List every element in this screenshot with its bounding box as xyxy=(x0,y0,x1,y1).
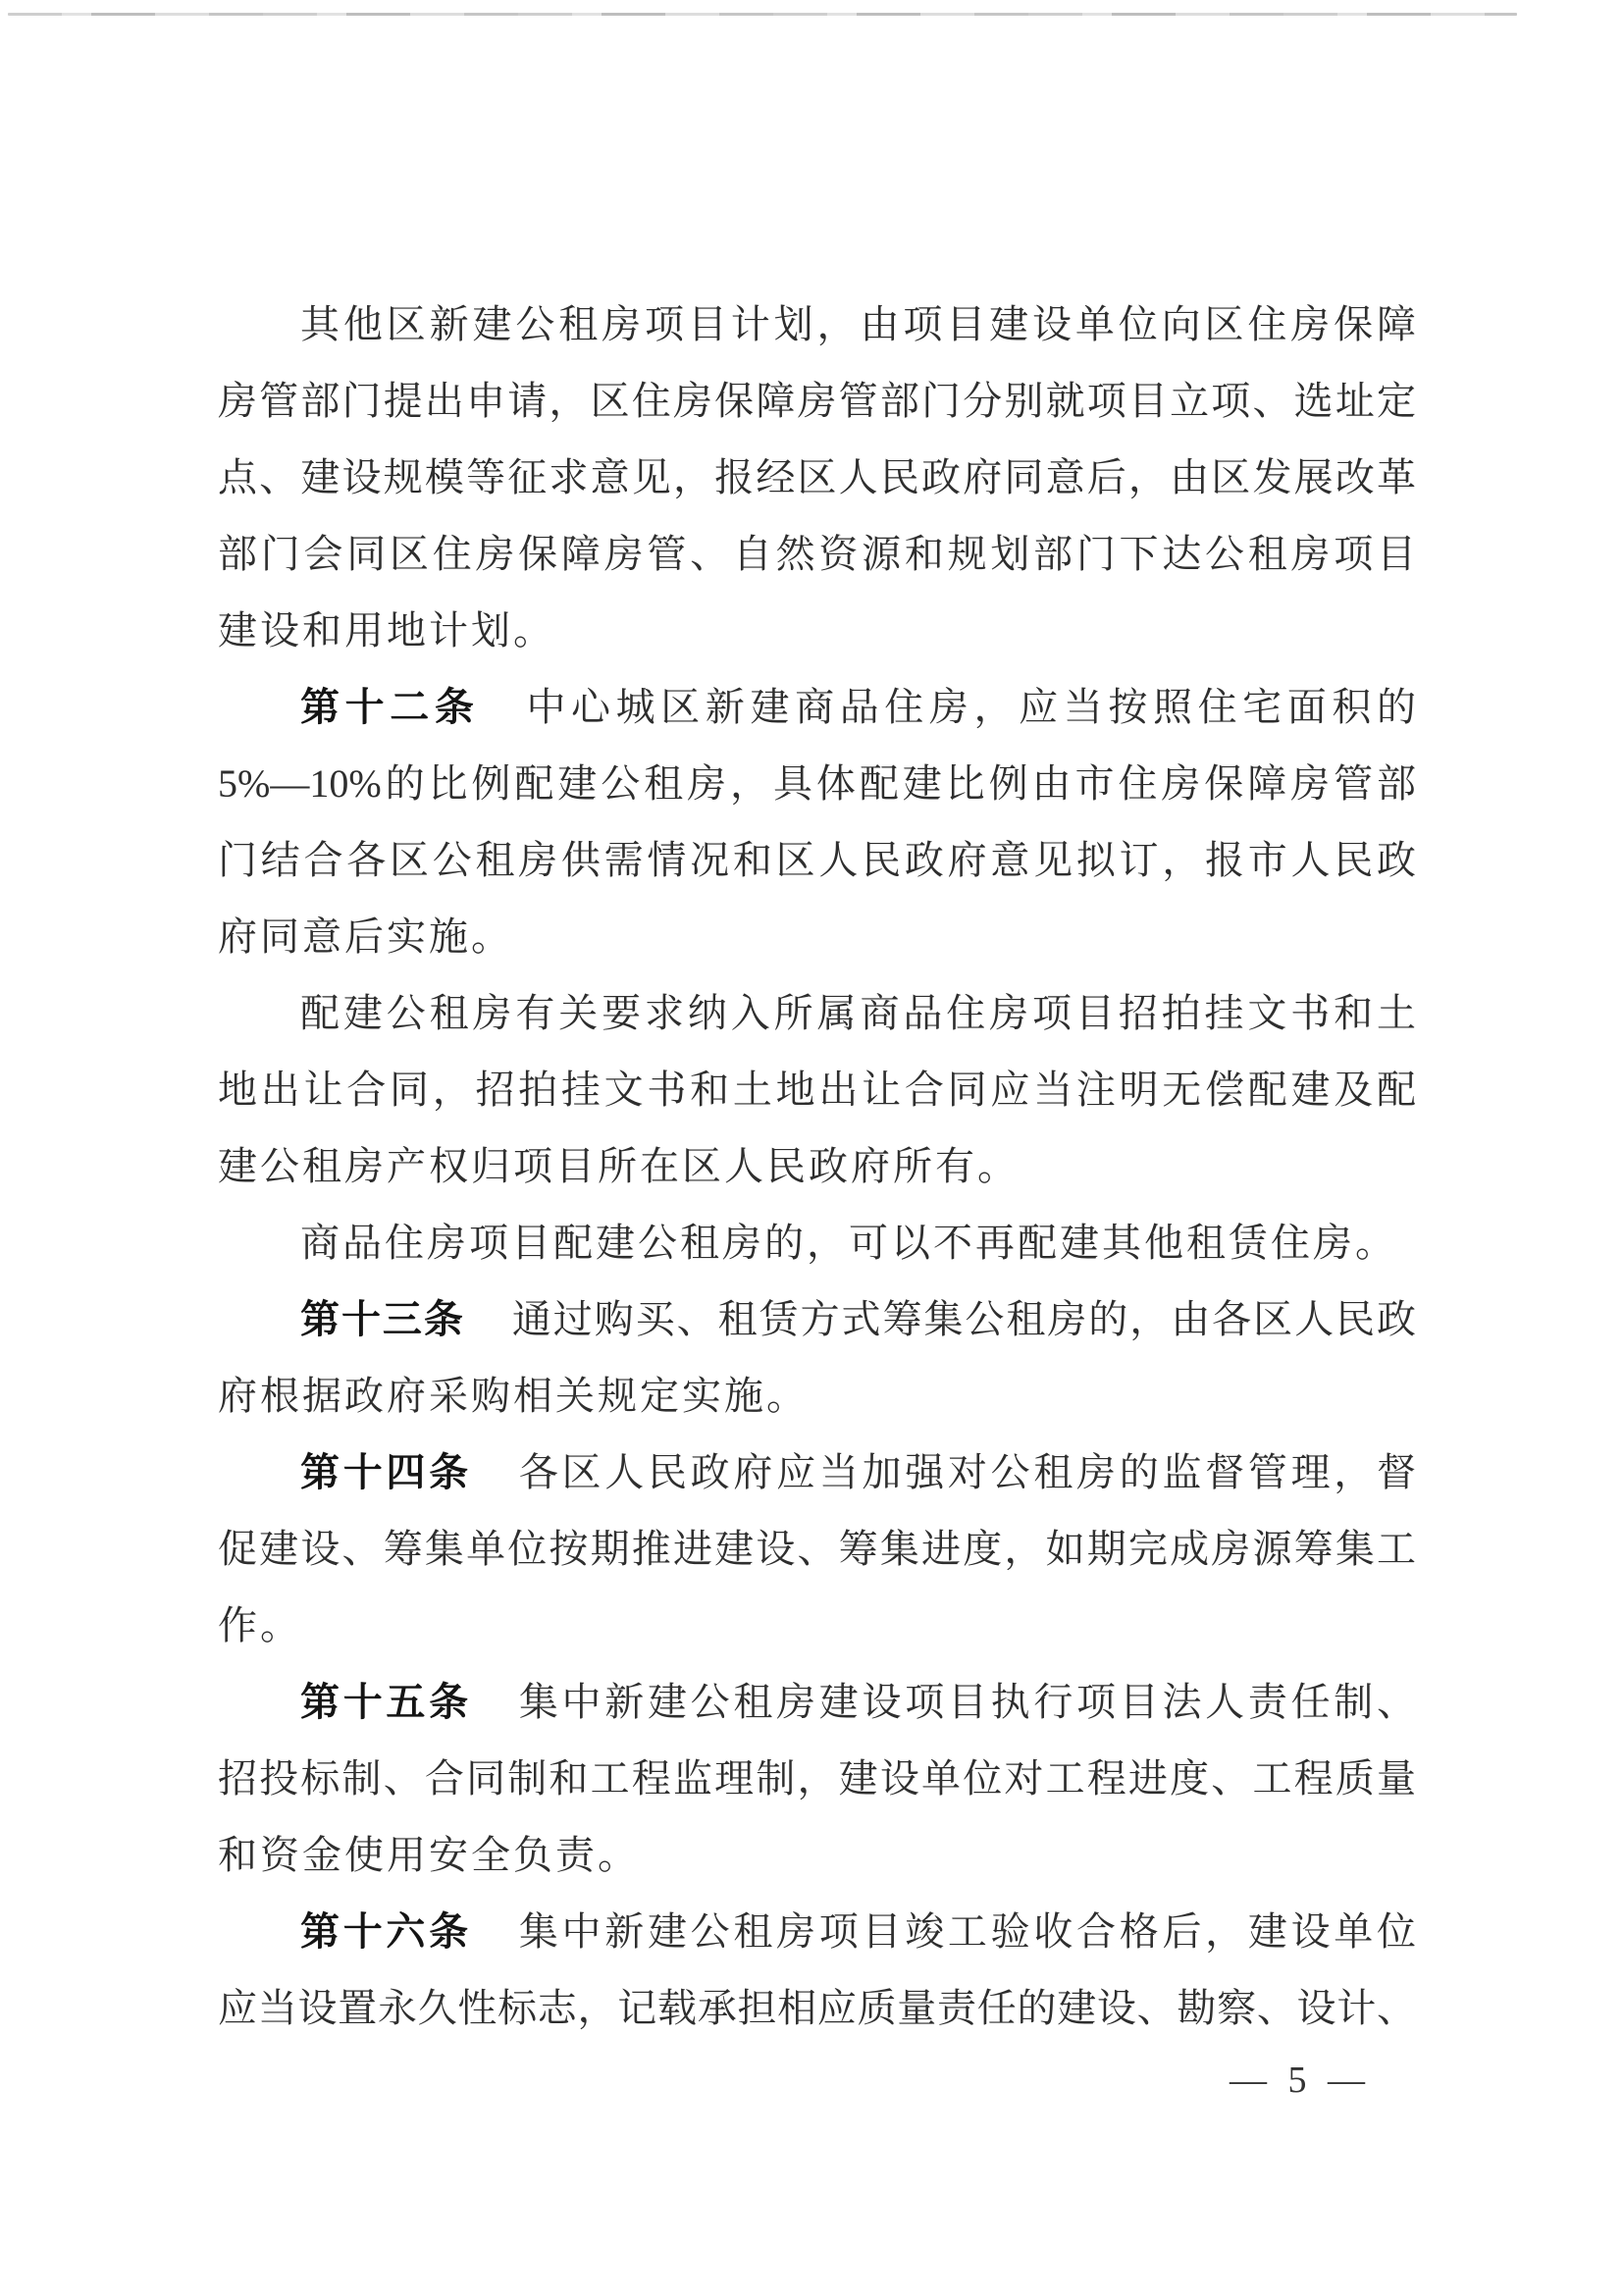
text-line: 第十四条 各区人民政府应当加强对公租房的监督管理，督 xyxy=(300,1450,1417,1494)
text-line: 其他区新建公租房项目计划，由项目建设单位向区住房保障 xyxy=(300,302,1416,346)
text-line: 促建设、筹集单位按期推进建设、筹集进度，如期完成房源筹集工 xyxy=(218,1527,1416,1571)
article-number-heading: 第十五条 xyxy=(300,1681,472,1724)
page-number: — 5 — xyxy=(1230,2060,1367,2101)
article-number-heading: 第十二条 xyxy=(300,686,480,729)
text-line: 和资金使用安全负责。 xyxy=(218,1833,640,1877)
text-line: 部门会同区住房保障房管、自然资源和规划部门下达公租房项目 xyxy=(218,532,1416,576)
article-number-heading: 第十六条 xyxy=(300,1910,472,1954)
article-number-heading: 第十三条 xyxy=(300,1298,465,1341)
text-line: 商品住房项目配建公租房的，可以不再配建其他租赁住房。 xyxy=(300,1221,1397,1265)
text-line: 第十六条 集中新建公租房项目竣工验收合格后，建设单位 xyxy=(300,1909,1417,1954)
text-line: 应当设置永久性标志，记载承担相应质量责任的建设、勘察、设计、 xyxy=(218,1986,1416,2030)
document-body xyxy=(218,287,1416,2047)
text-line: 建公租房产权归项目所在区人民政府所有。 xyxy=(218,1144,1020,1188)
scan-artifact-line xyxy=(8,13,1517,16)
text-line: 府根据政府采购相关规定实施。 xyxy=(218,1374,809,1418)
text-line: 门结合各区公租房供需情况和区人民政府意见拟订，报市人民政 xyxy=(218,838,1416,882)
text-line: 第十五条 集中新建公租房建设项目执行项目法人责任制、 xyxy=(300,1680,1417,1724)
text-line: 第十三条 通过购买、租赁方式筹集公租房的，由各区人民政 xyxy=(300,1297,1417,1341)
text-line: 第十二条 中心城区新建商品住房，应当按照住宅面积的 xyxy=(300,685,1417,729)
text-line: 府同意后实施。 xyxy=(218,914,513,959)
text-line: 建设和用地计划。 xyxy=(218,608,555,652)
text-line: 点、建设规模等征求意见，报经区人民政府同意后，由区发展改革 xyxy=(218,455,1416,499)
text-line: 5%—10%的比例配建公租房，具体配建比例由市住房保障房管部 xyxy=(218,761,1416,806)
article-number-heading: 第十四条 xyxy=(300,1451,472,1494)
text-line: 配建公租房有关要求纳入所属商品住房项目招拍挂文书和土 xyxy=(300,991,1416,1035)
text-line: 招投标制、合同制和工程监理制，建设单位对工程进度、工程质量 xyxy=(218,1756,1416,1800)
text-line: 房管部门提出申请，区住房保障房管部门分别就项目立项、选址定 xyxy=(218,379,1416,423)
text-line: 地出让合同，招拍挂文书和土地出让合同应当注明无偿配建及配 xyxy=(218,1068,1416,1112)
text-line: 作。 xyxy=(218,1603,302,1647)
